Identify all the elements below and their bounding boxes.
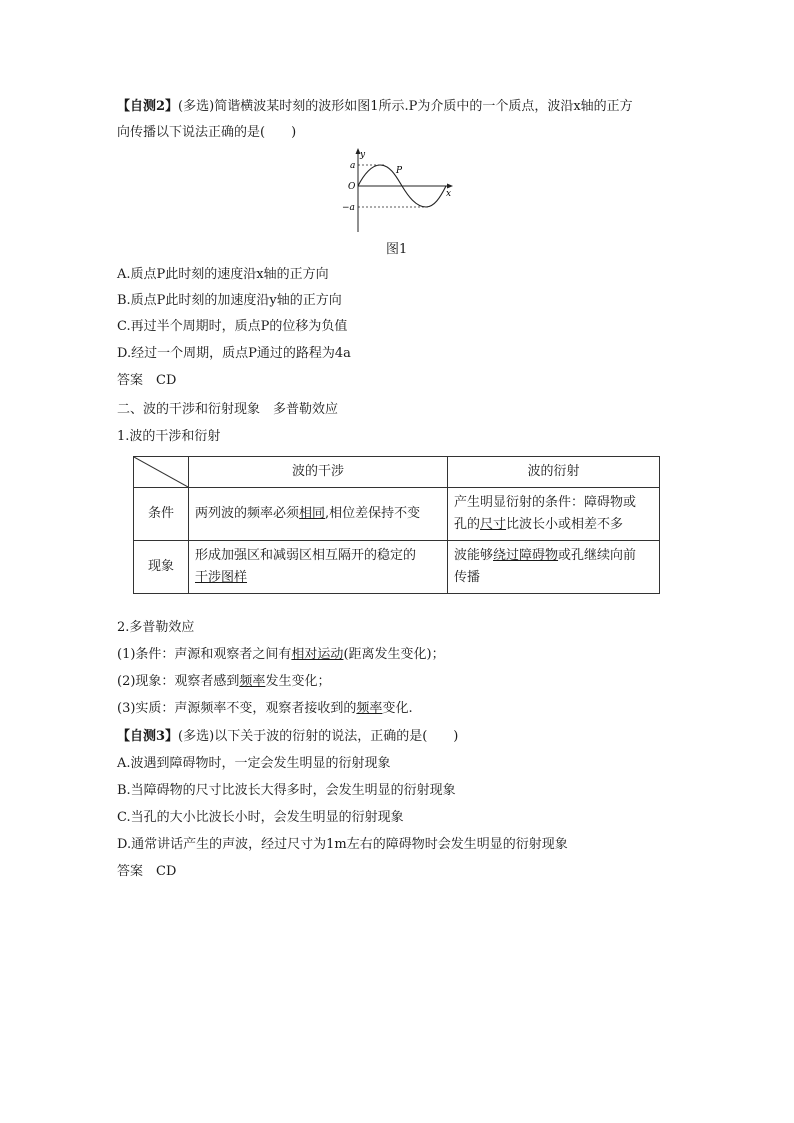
label-origin: O bbox=[348, 182, 356, 192]
subsection-interference-diffraction: 1.波的干涉和衍射 bbox=[117, 429, 221, 444]
text: 波能够 bbox=[454, 548, 494, 563]
comparison-table bbox=[133, 456, 660, 594]
underlined-term: 障碍物 bbox=[519, 548, 559, 563]
q2-answer: 答案 CD bbox=[117, 373, 177, 388]
table-header-row bbox=[134, 457, 660, 488]
wave-figure bbox=[330, 146, 460, 236]
diagonal-line bbox=[134, 457, 188, 487]
label-neg-a: −a bbox=[342, 203, 355, 213]
underlined-term: 干涉图样 bbox=[195, 570, 248, 585]
label-a: a bbox=[350, 161, 356, 171]
subsection-doppler: 2.多普勒效应 bbox=[117, 620, 195, 635]
q3-tag: 【自测3】 bbox=[117, 729, 179, 744]
text: 孔的 bbox=[454, 517, 481, 532]
text: (3)实质：声源频率不变，观察者接收到的 bbox=[117, 701, 357, 716]
q2-option-d: D.经过一个周期，质点P通过的路程为4a bbox=[117, 346, 351, 361]
label-y: y bbox=[360, 150, 366, 160]
underlined-term: 尺寸 bbox=[480, 517, 507, 532]
q3-option-b: B.当障碍物的尺寸比波长大得多时，会发生明显的衍射现象 bbox=[117, 783, 456, 798]
text: 传播 bbox=[454, 570, 481, 585]
label-x: x bbox=[446, 189, 452, 199]
wave-graph bbox=[330, 146, 460, 236]
text: (1)条件：声源和观察者之间有 bbox=[117, 647, 292, 662]
label-p: P bbox=[396, 166, 403, 176]
text: ,相位差保持不变 bbox=[325, 506, 421, 521]
doppler-phenomenon bbox=[117, 673, 330, 691]
row-head-phenomenon: 现象 bbox=[134, 541, 189, 594]
text: 产生明显衍射的条件：障碍物或 bbox=[454, 495, 637, 510]
table-row-phenomenon bbox=[134, 541, 660, 594]
q2-option-a: A.质点P此时刻的速度沿x轴的正方向 bbox=[117, 267, 329, 282]
text: 形成加强区和减弱区相互隔开的稳定的 bbox=[195, 548, 417, 563]
diagonal-cell bbox=[134, 457, 189, 488]
text: 发生变化； bbox=[265, 674, 331, 689]
q3-stem-text: (多选)以下关于波的衍射的说法，正确的是( ) bbox=[178, 729, 459, 744]
q3-option-a: A.波遇到障碍物时，一定会发生明显的衍射现象 bbox=[117, 756, 391, 771]
q3-stem bbox=[117, 728, 458, 746]
doppler-condition bbox=[117, 646, 445, 664]
section-heading: 二、波的干涉和衍射现象 多普勒效应 bbox=[117, 402, 339, 417]
row-head-condition: 条件 bbox=[134, 488, 189, 541]
doppler-essence bbox=[117, 700, 413, 718]
text: 变化. bbox=[382, 701, 413, 716]
text: 或孔继续向前 bbox=[558, 548, 637, 563]
q2-tag: 【自测2】 bbox=[117, 99, 179, 114]
underlined-term: 相同 bbox=[299, 506, 326, 521]
q3-answer: 答案 CD bbox=[117, 864, 177, 879]
cell-diffraction-phenomenon bbox=[448, 541, 660, 594]
header-interference: 波的干涉 bbox=[189, 457, 448, 488]
underlined-term: 相对运动 bbox=[291, 647, 344, 662]
cell-interference-condition bbox=[189, 488, 448, 541]
q2-stem-line2: 向传播以下说法正确的是( ) bbox=[117, 125, 297, 140]
underlined-term: 绕过 bbox=[493, 548, 520, 563]
q3-option-d: D.通常讲话产生的声波，经过尺寸为1m左右的障碍物时会发生明显的衍射现象 bbox=[117, 837, 568, 852]
q2-stem-line1 bbox=[117, 98, 633, 116]
text: 比波长小或相差不多 bbox=[506, 517, 624, 532]
q2-option-b: B.质点P此时刻的加速度沿y轴的正方向 bbox=[117, 293, 342, 308]
text: (2)现象：观察者感到 bbox=[117, 674, 240, 689]
figure-caption: 图1 bbox=[386, 242, 408, 257]
cell-diffraction-condition bbox=[448, 488, 660, 541]
text: (距离发生变化)； bbox=[343, 647, 445, 662]
q2-option-c: C.再过半个周期时，质点P的位移为负值 bbox=[117, 319, 348, 334]
table-row-condition bbox=[134, 488, 660, 541]
text: 两列波的频率必须 bbox=[195, 506, 300, 521]
q2-stem-text1: (多选)简谐横波某时刻的波形如图1所示.P为介质中的一个质点，波沿x轴的正方 bbox=[178, 99, 633, 114]
cell-interference-phenomenon bbox=[189, 541, 448, 594]
underlined-term: 频率 bbox=[356, 701, 383, 716]
header-diffraction: 波的衍射 bbox=[448, 457, 660, 488]
q3-option-c: C.当孔的大小比波长小时，会发生明显的衍射现象 bbox=[117, 810, 404, 825]
underlined-term: 频率 bbox=[239, 674, 266, 689]
